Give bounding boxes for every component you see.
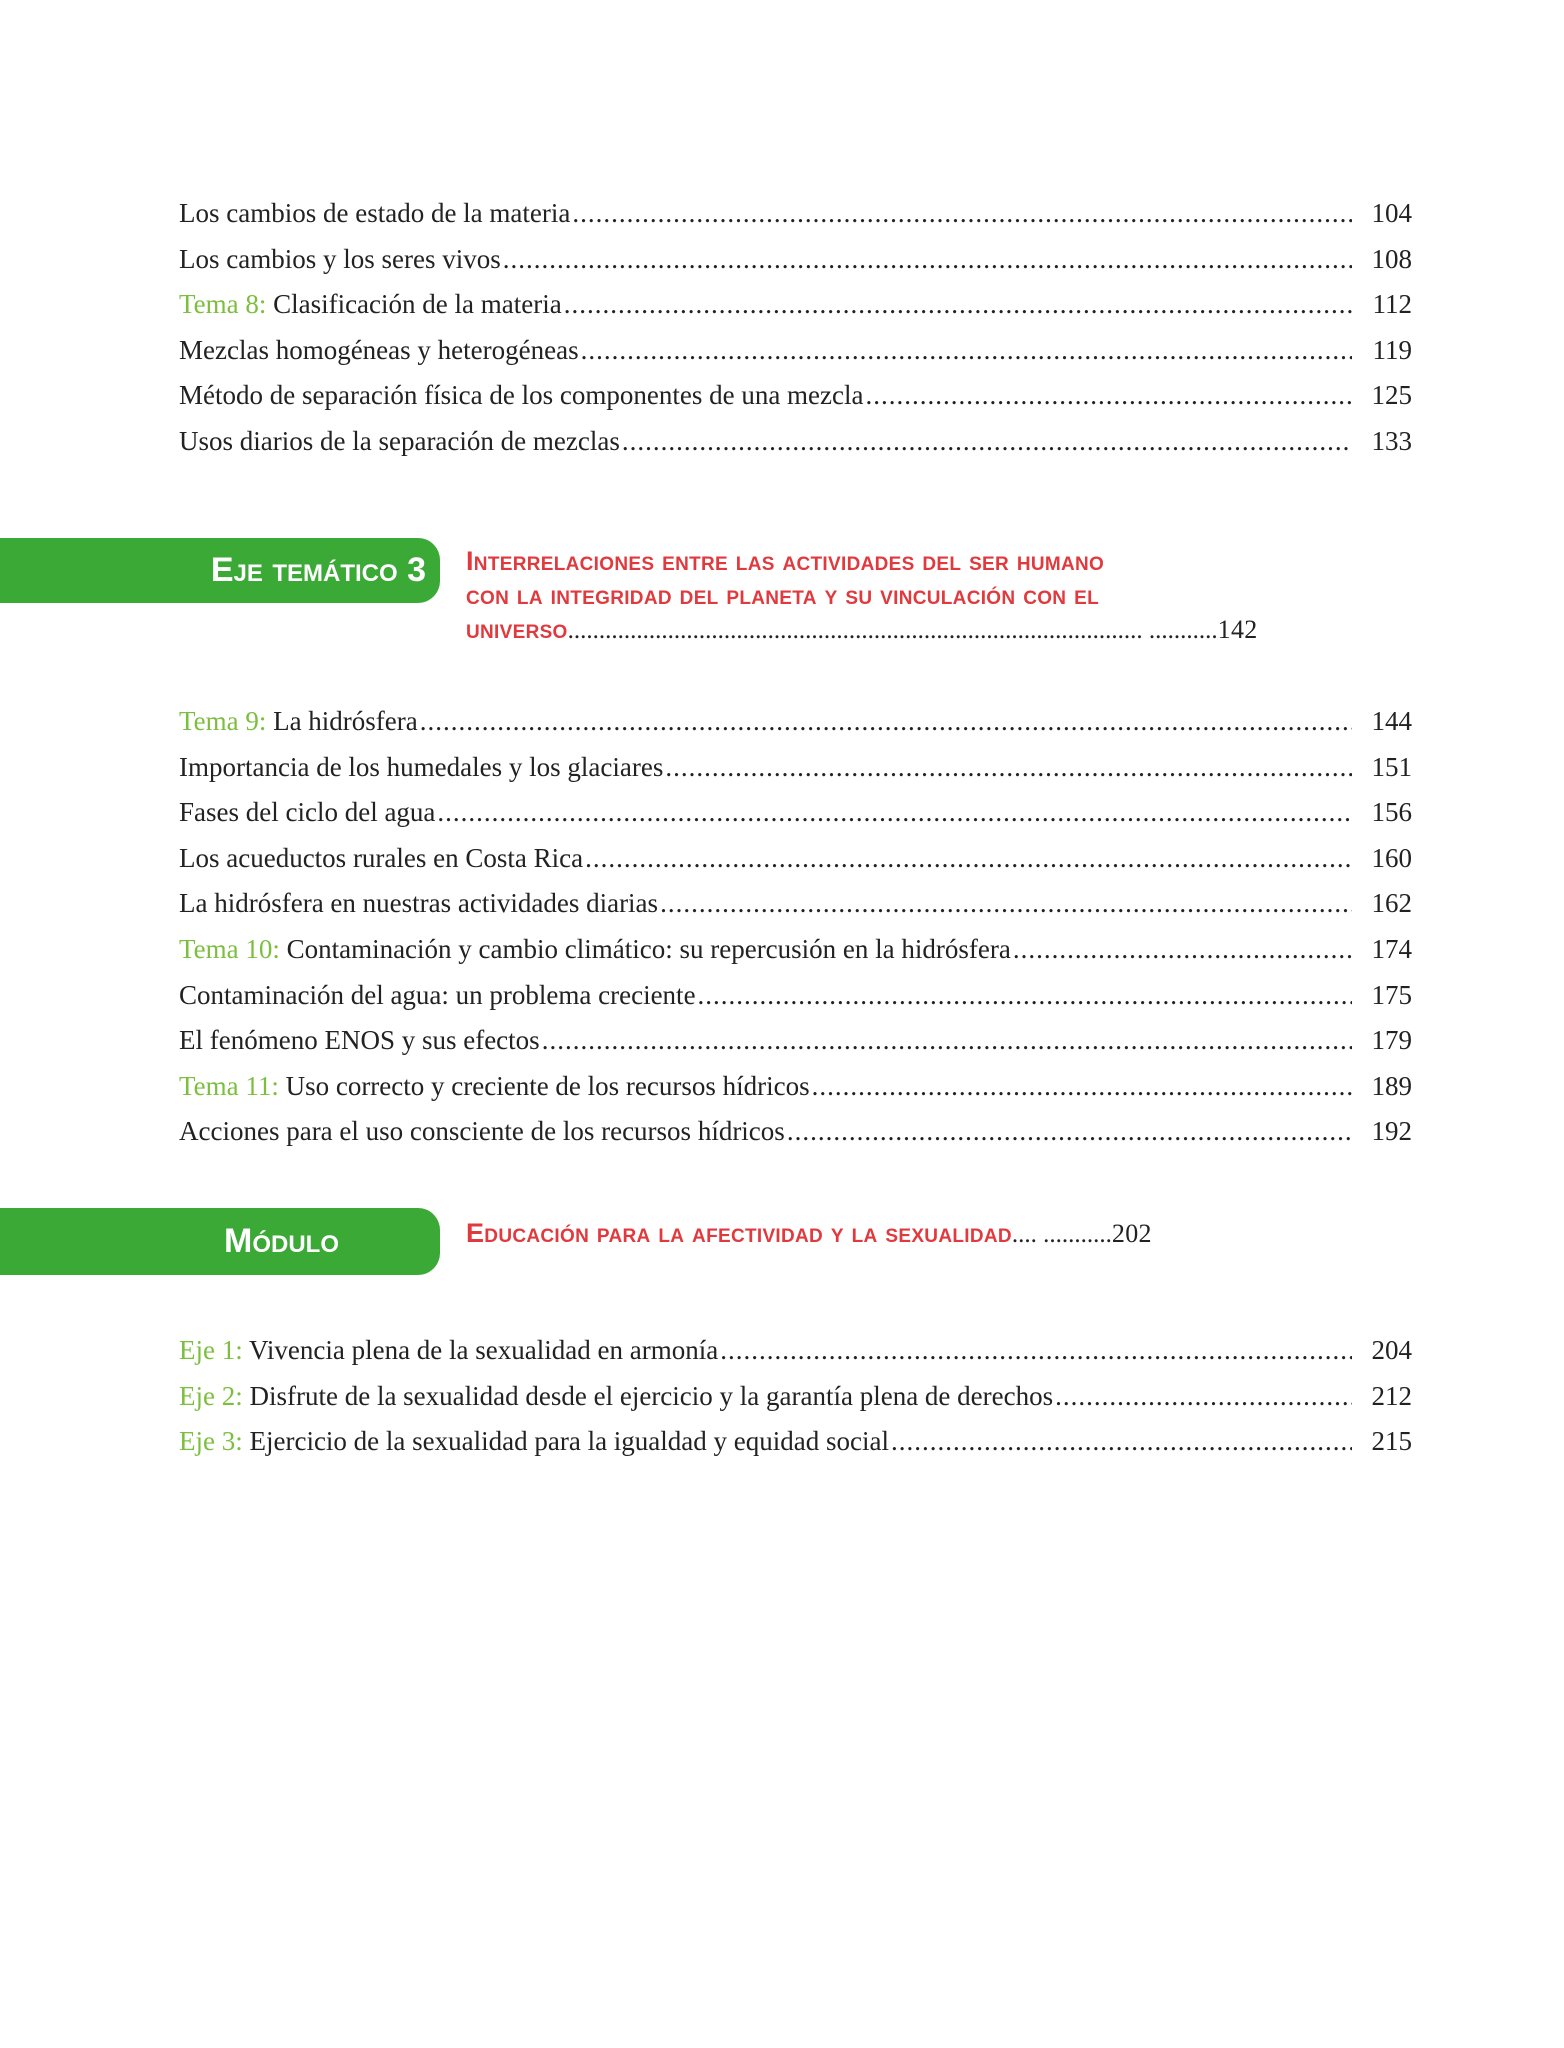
entry-title: Eje 3: Ejercicio de la sexualidad para la igualdad y equidad social [179, 1426, 889, 1457]
page-number: 133 [1371, 425, 1412, 456]
dot-leader [1013, 934, 1352, 965]
entry-title: Eje 2: Disfrute de la sexualidad desde el ejercicio y la garantía plena de derechos [179, 1380, 1054, 1411]
dot-leader [665, 752, 1352, 783]
entry-title: Los cambios y los seres vivos [179, 243, 501, 274]
entry-title: Los acueductos rurales en Costa Rica [179, 842, 584, 873]
toc-entry[interactable] [179, 1071, 1412, 1117]
page-number: 108 [1371, 243, 1412, 274]
entry-title: Método de separación física de los componentes de una mezcla [179, 380, 864, 411]
page-number: 179 [1371, 1025, 1412, 1056]
toc-entry[interactable] [179, 797, 1412, 843]
dot-leader: .... ........... [1011, 1221, 1112, 1248]
toc-entry[interactable] [179, 934, 1412, 980]
dot-leader [812, 1071, 1352, 1102]
toc-section-b [179, 706, 1412, 1162]
toc-entry[interactable] [179, 426, 1412, 472]
entry-label: Eje 2: [179, 1380, 243, 1411]
toc-entry[interactable] [179, 1116, 1412, 1162]
dot-leader [503, 244, 1352, 275]
entry-title: Mezclas homogéneas y heterogéneas [179, 334, 579, 365]
dot-leader [720, 1335, 1352, 1366]
modulo-band [0, 1208, 440, 1275]
title-line-3: universo............................................................................................ ...........142 [466, 614, 1258, 644]
dot-leader [564, 289, 1352, 320]
entry-label: Eje 3: [179, 1426, 243, 1457]
dot-leader [660, 888, 1352, 919]
title-text: Educación para la afectividad y la sexualidad [466, 1218, 1012, 1248]
dot-leader [622, 426, 1352, 457]
entry-title: Eje 1: Vivencia plena de la sexualidad en armonía [179, 1335, 719, 1365]
toc-entry[interactable] [179, 198, 1412, 244]
page-number: 212 [1371, 1380, 1412, 1411]
title-line-1: Interrelaciones entre las actividades del ser humano [466, 546, 1105, 576]
page-number: 104 [1371, 198, 1412, 228]
entry-label: Tema 10: [179, 933, 280, 964]
page-number: 189 [1371, 1070, 1412, 1101]
page-number: 192 [1371, 1116, 1412, 1147]
dot-leader [572, 198, 1352, 229]
entry-title: La hidrósfera en nuestras actividades diarias [179, 888, 659, 919]
modulo-title[interactable] [466, 1216, 1406, 1252]
toc-entry[interactable] [179, 289, 1412, 335]
toc-entry[interactable] [179, 380, 1412, 426]
entry-title: Los cambios de estado de la materia [179, 198, 571, 228]
entry-title: Tema 11: Uso correcto y creciente de los recursos hídricos [179, 1070, 810, 1101]
dot-leader [698, 980, 1352, 1011]
dot-leader: ............................................................................................ ........... [567, 617, 1218, 644]
toc-entry[interactable] [179, 1335, 1412, 1381]
entry-title: Importancia de los humedales y los glaciares [179, 751, 664, 782]
toc-section-a [179, 198, 1412, 472]
dot-leader [1055, 1381, 1352, 1412]
page-number: 112 [1372, 289, 1412, 320]
band-label: Eje temático 3 [210, 551, 426, 589]
dot-leader [581, 335, 1352, 366]
title-line-2: con la integridad del planeta y su vinculación con el [466, 580, 1100, 610]
toc-entry[interactable] [179, 752, 1412, 798]
toc-entry[interactable] [179, 706, 1412, 752]
dot-leader [542, 1025, 1352, 1056]
toc-entry[interactable] [179, 980, 1412, 1026]
entry-title: Acciones para el uso consciente de los recursos hídricos [179, 1116, 785, 1147]
page-number: 174 [1371, 933, 1412, 964]
band-label: Módulo [224, 1222, 339, 1260]
page-number: 144 [1371, 706, 1412, 736]
entry-title: Contaminación del agua: un problema creciente [179, 979, 696, 1010]
page-number: 215 [1371, 1426, 1412, 1457]
entry-label: Tema 11: [179, 1070, 279, 1101]
page-number: 204 [1371, 1335, 1412, 1365]
toc-entry[interactable] [179, 335, 1412, 381]
page-number: 156 [1371, 797, 1412, 828]
entry-title: Tema 9: La hidrósfera [179, 706, 418, 736]
entry-label: Tema 9: [179, 706, 267, 736]
page-number: 142 [1217, 615, 1258, 644]
toc-entry[interactable] [179, 1426, 1412, 1472]
entry-title: Fases del ciclo del agua [179, 797, 436, 828]
entry-label: Tema 8: [179, 289, 267, 320]
toc-entry[interactable] [179, 843, 1412, 889]
toc-entry[interactable] [179, 1381, 1412, 1427]
toc-entry[interactable] [179, 1025, 1412, 1071]
entry-title: Tema 10: Contaminación y cambio climático: su repercusión en la hidrósfera [179, 933, 1011, 964]
entry-title: El fenómeno ENOS y sus efectos [179, 1025, 540, 1056]
dot-leader [866, 380, 1353, 411]
toc-entry[interactable] [179, 888, 1412, 934]
page-number: 151 [1371, 751, 1412, 782]
page-number: 125 [1371, 380, 1412, 411]
dot-leader [585, 843, 1352, 874]
page-number: 160 [1371, 842, 1412, 873]
toc-entry[interactable] [179, 244, 1412, 290]
eje-tematico-title[interactable] [466, 544, 1406, 648]
dot-leader [437, 797, 1352, 828]
dot-leader [787, 1116, 1352, 1147]
entry-title: Usos diarios de la separación de mezclas [179, 425, 620, 456]
eje-tematico-band [0, 538, 440, 603]
dot-leader [891, 1426, 1352, 1457]
entry-label: Eje 1: [179, 1335, 243, 1365]
toc-section-c [179, 1335, 1412, 1472]
page-number: 202 [1111, 1219, 1152, 1248]
page-number: 162 [1371, 888, 1412, 919]
entry-title: Tema 8: Clasificación de la materia [179, 289, 562, 320]
page-number: 119 [1372, 334, 1412, 365]
page-number: 175 [1371, 979, 1412, 1010]
dot-leader [420, 706, 1352, 737]
